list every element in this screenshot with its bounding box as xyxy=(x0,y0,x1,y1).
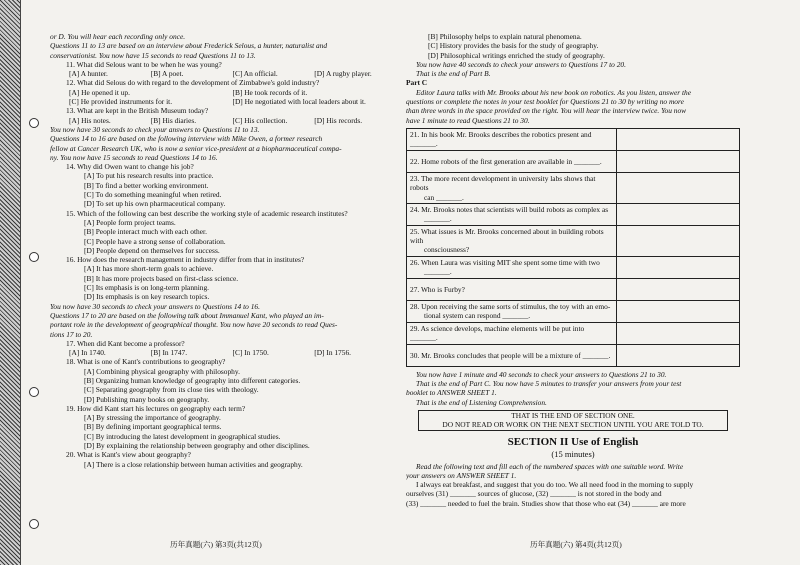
table-row xyxy=(407,256,740,278)
option: [C] To do something meaningful when retired. xyxy=(84,190,222,200)
question-11: 11. What did Selous want to be when he was young? xyxy=(66,59,222,69)
option: [B] By defining important geographical terms. xyxy=(84,422,222,432)
question-text: 28. Upon receiving the same sorts of stimulus, the toy with an emo- xyxy=(410,301,611,311)
question-cell xyxy=(407,322,617,344)
instruction-line: have 1 minute to read Questions 21 to 30. xyxy=(406,115,530,125)
instruction-line: Editor Laura talks with Mr. Brooks about his new book on robotics. As you listen, answer the xyxy=(416,87,692,97)
option: [B] He took records of it. xyxy=(232,87,308,97)
option: [D] Philosophical writings enriched the study of geography. xyxy=(428,50,605,60)
question-cell xyxy=(407,128,617,150)
option: [B] A poet. xyxy=(150,69,184,79)
page-footer: 历年真题(六) 第4页(共12页) xyxy=(530,540,622,549)
question-18: 18. What is one of Kant's contributions to geography? xyxy=(66,357,226,367)
option: [D] His records. xyxy=(314,115,363,125)
instruction-line: than three words in the space provided on the right. You will hear the interview twice. You now xyxy=(406,106,687,116)
question-15: 15. Which of the following can best describe the working style of academic research institutes? xyxy=(66,208,348,218)
table-row xyxy=(407,203,740,225)
notice-line: THAT IS THE END OF SECTION ONE. xyxy=(511,410,635,420)
instruction-line: questions or complete the notes in your test booklet for Questions 21 to 30 by writing no more xyxy=(406,97,684,107)
instruction-line: your answers on ANSWER SHEET 1. xyxy=(406,470,517,480)
options-11 xyxy=(50,69,396,78)
table-row xyxy=(407,278,740,300)
option: [C] History provides the basis for the study of geography. xyxy=(428,41,599,51)
instruction-line: tions 17 to 20. xyxy=(50,329,93,339)
check-line: You now have 1 minute and 40 seconds to check your answers to Questions 21 to 30. xyxy=(416,369,667,379)
option: [B] It has more projects based on first-class science. xyxy=(84,273,239,283)
options-12 xyxy=(50,88,396,97)
question-text-cont: _______. xyxy=(424,267,452,277)
answer-cell[interactable] xyxy=(617,225,740,256)
option: [D] Publishing many books on geography. xyxy=(84,394,210,404)
option: [D] In 1756. xyxy=(314,348,351,358)
option: [A] A hunter. xyxy=(69,69,108,79)
table-row xyxy=(407,322,740,344)
question-16: 16. How does the research management in industry differ from that in institutes? xyxy=(66,255,305,265)
answer-cell[interactable] xyxy=(617,278,740,300)
passage-line: I always eat breakfast, and suggest that you do too. We all need food in the morning to supply xyxy=(416,480,694,490)
question-cell xyxy=(407,300,617,322)
section-title: SECTION II Use of English xyxy=(507,435,639,448)
question-text-cont: consciousness? xyxy=(424,245,470,255)
answer-cell[interactable] xyxy=(617,203,740,225)
question-cell xyxy=(407,344,617,366)
page-footer: 历年真题(六) 第3页(共12页) xyxy=(170,540,262,549)
option: [A] By stressing the importance of geography. xyxy=(84,413,221,423)
option: [A] His notes. xyxy=(69,115,111,125)
right-page xyxy=(406,32,740,508)
question-text-cont: tional system can respond _______. xyxy=(424,311,531,321)
option: [A] He opened it up. xyxy=(69,87,130,97)
question-13: 13. What are kept in the British Museum today? xyxy=(66,106,209,116)
option: [D] Its emphasis is on key research topics. xyxy=(84,292,210,302)
question-cell xyxy=(407,172,617,203)
table-row xyxy=(407,344,740,366)
question-text: 30. Mr. Brooks concludes that people will be a mixture of _______. xyxy=(410,350,611,360)
option: [C] His collection. xyxy=(232,115,288,125)
instruction-line: fellow at Cancer Research UK, who is now a senior vice-president at a biopharmaceutical compa- xyxy=(50,143,342,153)
option: [C] Separating geography from its close ties with theology. xyxy=(84,385,259,395)
check-line: You now have 40 seconds to check your answers to Questions 17 to 20. xyxy=(416,59,626,69)
option: [D] He negotiated with local leaders about it. xyxy=(232,97,366,107)
binding-hole xyxy=(29,519,39,529)
instruction-line: Questions 14 to 16 are based on the following interview with Mike Owen, a former research xyxy=(50,134,323,144)
instruction-line: portant role in the development of geographical thought. You now have 20 seconds to read Ques- xyxy=(50,320,338,330)
option: [A] It has more short-term goals to achieve. xyxy=(84,264,214,274)
instruction-line: Questions 11 to 13 are based on an interview about Frederick Selous, a hunter, naturalist and xyxy=(50,41,328,51)
question-text: 24. Mr. Brooks notes that scientists will build robots as complex as xyxy=(410,205,609,215)
left-page xyxy=(50,32,396,469)
option: [C] People have a strong sense of collaboration. xyxy=(84,236,226,246)
answer-cell[interactable] xyxy=(617,322,740,344)
answer-cell[interactable] xyxy=(617,172,740,203)
question-text: 25. What issues is Mr. Brooks concerned about in building robots with xyxy=(410,226,604,246)
option: [B] Philosophy helps to explain natural phenomena. xyxy=(428,32,582,41)
check-line: You now have 30 seconds to check your answers to Questions 11 to 13. xyxy=(50,124,260,134)
question-cell xyxy=(407,256,617,278)
end-line: That is the end of Part C. You now have 5 minutes to transfer your answers from your test xyxy=(416,379,682,389)
option: [B] In 1747. xyxy=(150,348,188,358)
question-14: 14. Why did Owen want to change his job? xyxy=(66,162,194,172)
part-heading: Part C xyxy=(406,78,428,88)
option: [B] People interact much with each other. xyxy=(84,227,207,237)
option: [B] To find a better working environment. xyxy=(84,180,209,190)
answer-table xyxy=(406,128,740,367)
question-cell xyxy=(407,225,617,256)
instruction-line: conservationist. You now have 15 seconds to read Questions 11 to 13. xyxy=(50,50,256,60)
option: [A] Combining physical geography with philosophy. xyxy=(84,366,240,376)
end-line: That is the end of Listening Comprehension. xyxy=(416,397,547,407)
option: [C] Its emphasis is on long-term planning. xyxy=(84,283,210,293)
question-text-cont: _______. xyxy=(424,214,452,224)
question-text: 23. The more recent development in university labs shows that robots xyxy=(410,173,596,193)
table-row xyxy=(407,172,740,203)
end-line: booklet to ANSWER SHEET 1. xyxy=(406,388,497,398)
options-13 xyxy=(50,116,396,125)
option: [C] An official. xyxy=(232,69,278,79)
question-12: 12. What did Selous do with regard to the development of Zimbabwe's gold industry? xyxy=(66,78,320,88)
table-row xyxy=(407,225,740,256)
notice-line: DO NOT READ OR WORK ON THE NEXT SECTION UNTIL YOU ARE TOLD TO. xyxy=(442,420,704,430)
option: [D] People depend on themselves for success. xyxy=(84,245,220,255)
question-cell xyxy=(407,203,617,225)
option: [D] A rugby player. xyxy=(314,69,372,79)
question-text: 26. When Laura was visiting MIT she spent some time with two xyxy=(410,257,600,267)
question-text: 22. Home robots of the first generation are available in _______. xyxy=(410,156,602,166)
end-line: That is the end of Part B. xyxy=(416,69,491,79)
passage-line: (33) _______ needed to fuel the brain. Studies show that those who eat (34) _______ are more xyxy=(406,498,686,508)
answer-cell[interactable] xyxy=(617,344,740,366)
option: [A] There is a close relationship between human activities and geography. xyxy=(84,459,303,469)
binding-strip xyxy=(0,0,21,565)
section-duration: (15 minutes) xyxy=(551,448,595,459)
option: [D] By explaining the relationship between geography and other disciplines. xyxy=(84,441,310,451)
binding-hole xyxy=(29,118,39,128)
question-cell xyxy=(407,150,617,172)
question-19: 19. How did Kant start his lectures on geography each term? xyxy=(66,403,246,413)
binding-hole xyxy=(29,387,39,397)
question-text-cont: can _______. xyxy=(424,192,464,202)
answer-cell[interactable] xyxy=(617,150,740,172)
intro-line: or D. You will hear each recording only once. xyxy=(50,32,186,41)
check-line: You now have 30 seconds to check your answers to Questions 14 to 16. xyxy=(50,301,260,311)
option: [C] In 1750. xyxy=(232,348,269,358)
table-row xyxy=(407,150,740,172)
option: [D] To set up his own pharmaceutical company. xyxy=(84,199,226,209)
table-row xyxy=(407,300,740,322)
question-cell xyxy=(407,278,617,300)
question-text: 27. Who is Furby? xyxy=(410,284,465,294)
option: [A] People form project teams. xyxy=(84,217,176,227)
passage-line: ourselves (31) _______ sources of glucose, (32) _______ is not stored in the body and xyxy=(406,489,662,499)
answer-cell[interactable] xyxy=(617,300,740,322)
options-17 xyxy=(50,348,396,357)
instruction-line: Read the following text and fill each of the numbered spaces with one suitable word. Write xyxy=(416,461,684,471)
notice-box xyxy=(418,410,728,431)
option: [C] He provided instruments for it. xyxy=(69,97,173,107)
question-17: 17. When did Kant become a professor? xyxy=(66,338,185,348)
option: [A] To put his research results into practice. xyxy=(84,171,214,181)
option: [B] His diaries. xyxy=(150,115,197,125)
answer-cell[interactable] xyxy=(617,256,740,278)
instruction-line: Questions 17 to 20 are based on the following talk about Immanuel Kant, who played an im- xyxy=(50,310,324,320)
options-12 xyxy=(50,97,396,106)
instruction-line: ny. You now have 15 seconds to read Questions 14 to 16. xyxy=(50,152,218,162)
question-text: 29. As science develops, machine elements will be put into _______. xyxy=(410,323,585,343)
question-text: 21. In his book Mr. Brooks describes the robotics present and _______. xyxy=(410,130,592,149)
table-row xyxy=(407,128,740,150)
question-20: 20. What is Kant's view about geography? xyxy=(66,450,191,460)
answer-cell[interactable] xyxy=(617,128,740,150)
binding-hole xyxy=(29,252,39,262)
option: [C] By introducing the latest development in geographical studies. xyxy=(84,431,281,441)
option: [B] Organizing human knowledge of geography into different categories. xyxy=(84,375,301,385)
option: [A] In 1740. xyxy=(69,348,106,358)
